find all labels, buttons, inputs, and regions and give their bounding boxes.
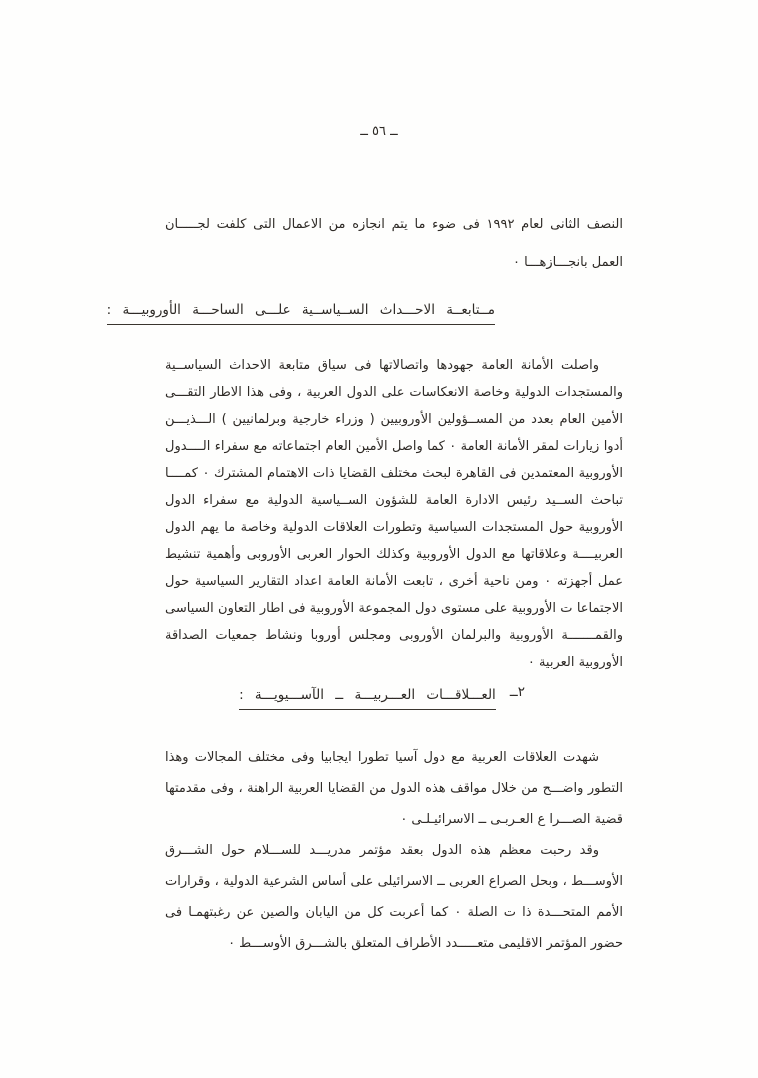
section-europe-body: واصلت الأمانة العامة جهودها واتصالاتها فى سياق متابعة الاحداث السياســية والمستجدات الدولية وخاصة الانعكاسات على الدول العربية ، وفى هذا الاطار التقـــى الأمين العام بعدد من المســؤولين الأوروبيين ( وزراء خارجية وبرلمانيين ) الـــذيـــن أدوا زيارات لمقر الأمانة العامة ٠ كما واصل الأمين العام اجتماعاته مع سفراء الــــدول الأوروبية المعتمدين فى القاهرة لبحث مختلف القضايا ذات الاهتمام المشترك ٠ كمــــا تباحث الســيد رئيس الادارة العامة للشؤون الســياسية الدولية مع سفراء الدول الأوروبية حول المستجدات السياسية وتطورات العلاقات الدولية وخاصة ما يهم الدول العربيــــة وعلاقاتها مع الدول الأوروبية وكذلك الحوار العربى الأوروبى وأهمية تنشيط عمل أجهزته ٠ ومن ناحية أخرى ، تابعت الأمانة العامة اعداد التقارير السياسية حول الاجتماعا ت الأوروبية على مستوى دول المجموعة الأوروبية فى اطار التعاون السياسى والقمـــــــة الأوروبية والبرلمان الأوروبى ومجلس أوروبا ونشاط جمعيات الصداقة الأوروبية العربية ٠ [165,358,623,670]
page-number: ــ ٥٦ ــ [360,124,398,139]
intro-paragraph: النصف الثانى لعام ١٩٩٢ فى ضوء ما يتم انجازه من الاعمال التى كلفت لجـــــان العمل بانجـــازهـــا ٠ [165,217,623,270]
section-asia-paragraph-2: وقد رحبت معظم هذه الدول بعقد مؤتمر مدريـــد للســـلام حول الشـــرق الأوســـط ، وبحل الصراع العربى ــ الاسرائيلى على أساس الشرعية الدولية ، وقرارات الأمم المتحـــدة ذا ت الصلة ٠ كما أعربت كل من اليابان والصين عن رغبتهمـا فى حضور المؤتمر الاقليمى متعـــــدد الأطراف المتعلق بالشـــرق الأوســـط ٠ [165,843,623,951]
section-heading-asia: العـــلاقـــات العـــربيـــة ــ الآســـيويـــة : [239,687,496,710]
section-asia-paragraph-1: شهدت العلاقات العربية مع دول آسيا تطورا ايجابيا وفى مختلف المجالات وهذا التطور واضـــح من خلال مواقف هذه الدول من القضايا العربية الراهنة ، وفى مقدمتها قضية الصـــرا ع العـربـى ــ الاسرائيـلـى ٠ [165,750,623,827]
section-asia-number: ٢ــ [509,684,525,700]
section-asia-heading-row [165,684,623,710]
section-heading-europe: مــتابعــة الاحـــداث الســياســية علـــى الساحـــة الأوروبيـــة : [107,302,495,325]
section-europe-heading-row [106,299,623,325]
